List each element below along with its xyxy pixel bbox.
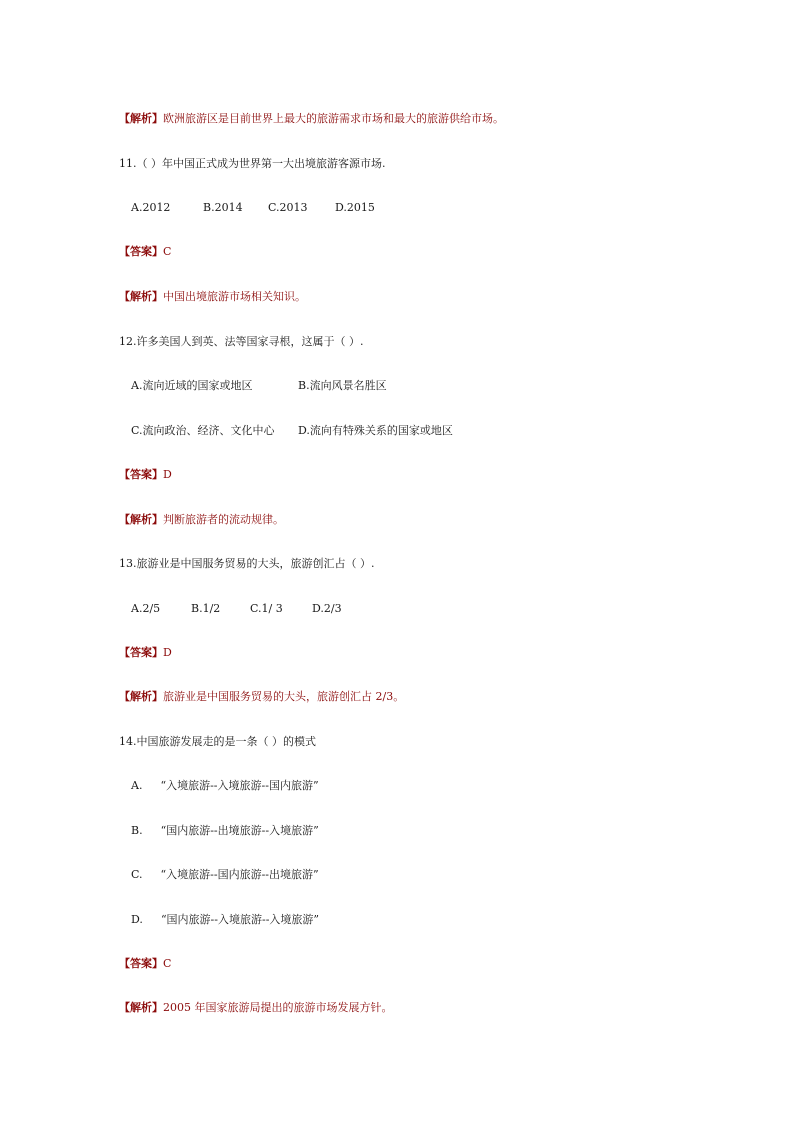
question-text: 13.旅游业是中国服务贸易的大头，旅游创汇占（ ）. bbox=[119, 557, 375, 570]
choice-row bbox=[131, 824, 319, 838]
option-text: A.2012 bbox=[131, 201, 171, 214]
question-text: 11.（ ）年中国正式成为世界第一大出境旅游客源市场. bbox=[119, 157, 386, 170]
analysis-tag: 【解析】 bbox=[119, 690, 163, 703]
option-text: D.流向有特殊关系的国家或地区 bbox=[298, 424, 453, 437]
answer-row bbox=[119, 245, 171, 259]
option-text: B.流向风景名胜区 bbox=[298, 379, 387, 392]
answer-row bbox=[119, 957, 171, 971]
option-text: B.2014 bbox=[203, 201, 243, 214]
answer-text: D bbox=[163, 646, 172, 659]
analysis-row bbox=[119, 112, 504, 126]
answer-text: C bbox=[163, 245, 172, 258]
analysis-text: 欧洲旅游区是目前世界上最大的旅游需求市场和最大的旅游供给市场。 bbox=[163, 112, 504, 125]
analysis-tag: 【解析】 bbox=[119, 1001, 163, 1014]
answer-tag: 【答案】 bbox=[119, 245, 163, 258]
option-text: C.流向政治、经济、文化中心 bbox=[131, 424, 275, 437]
answer-tag: 【答案】 bbox=[119, 468, 163, 481]
option-text: D.2/3 bbox=[312, 602, 342, 615]
choice-row bbox=[131, 779, 319, 793]
answer-text: C bbox=[163, 957, 172, 970]
analysis-tag: 【解析】 bbox=[119, 290, 163, 303]
analysis-tag: 【解析】 bbox=[119, 112, 163, 125]
answer-tag: 【答案】 bbox=[119, 957, 163, 970]
choice-letter: A. bbox=[131, 779, 143, 792]
option-text: C.1/ 3 bbox=[250, 602, 283, 615]
analysis-row bbox=[119, 690, 404, 704]
analysis-tag: 【解析】 bbox=[119, 513, 163, 526]
choice-text: “国内旅游--入境旅游--入境旅游” bbox=[160, 913, 320, 926]
analysis-row bbox=[119, 513, 284, 527]
answer-text: D bbox=[163, 468, 172, 481]
analysis-text: 旅游业是中国服务贸易的大头，旅游创汇占 2/3。 bbox=[163, 690, 405, 703]
choice-text: “入境旅游--入境旅游--国内旅游” bbox=[160, 779, 319, 792]
question-text: 12.许多美国人到英、法等国家寻根，这属于（ ）. bbox=[119, 335, 364, 348]
choice-text: “入境旅游--国内旅游--出境旅游” bbox=[160, 868, 319, 881]
analysis-text: 2005 年国家旅游局提出的旅游市场发展方针。 bbox=[163, 1001, 393, 1014]
answer-row bbox=[119, 468, 172, 482]
analysis-row bbox=[119, 290, 306, 304]
option-text: D.2015 bbox=[335, 201, 375, 214]
option-text: A.流向近域的国家或地区 bbox=[131, 379, 253, 392]
answer-tag: 【答案】 bbox=[119, 646, 163, 659]
analysis-row bbox=[119, 1001, 393, 1015]
choice-letter: C. bbox=[131, 868, 143, 881]
option-text: A.2/5 bbox=[131, 602, 161, 615]
choice-text: “国内旅游--出境旅游--入境旅游” bbox=[160, 824, 319, 837]
analysis-text: 判断旅游者的流动规律。 bbox=[163, 513, 284, 526]
choice-letter: B. bbox=[131, 824, 143, 837]
option-text: C.2013 bbox=[268, 201, 308, 214]
answer-row bbox=[119, 646, 172, 660]
analysis-text: 中国出境旅游市场相关知识。 bbox=[163, 290, 306, 303]
question-text: 14.中国旅游发展走的是一条（ ）的模式 bbox=[119, 735, 316, 748]
option-text: B.1/2 bbox=[191, 602, 221, 615]
choice-row bbox=[131, 913, 319, 927]
choice-letter: D. bbox=[131, 913, 143, 926]
choice-row bbox=[131, 868, 319, 882]
